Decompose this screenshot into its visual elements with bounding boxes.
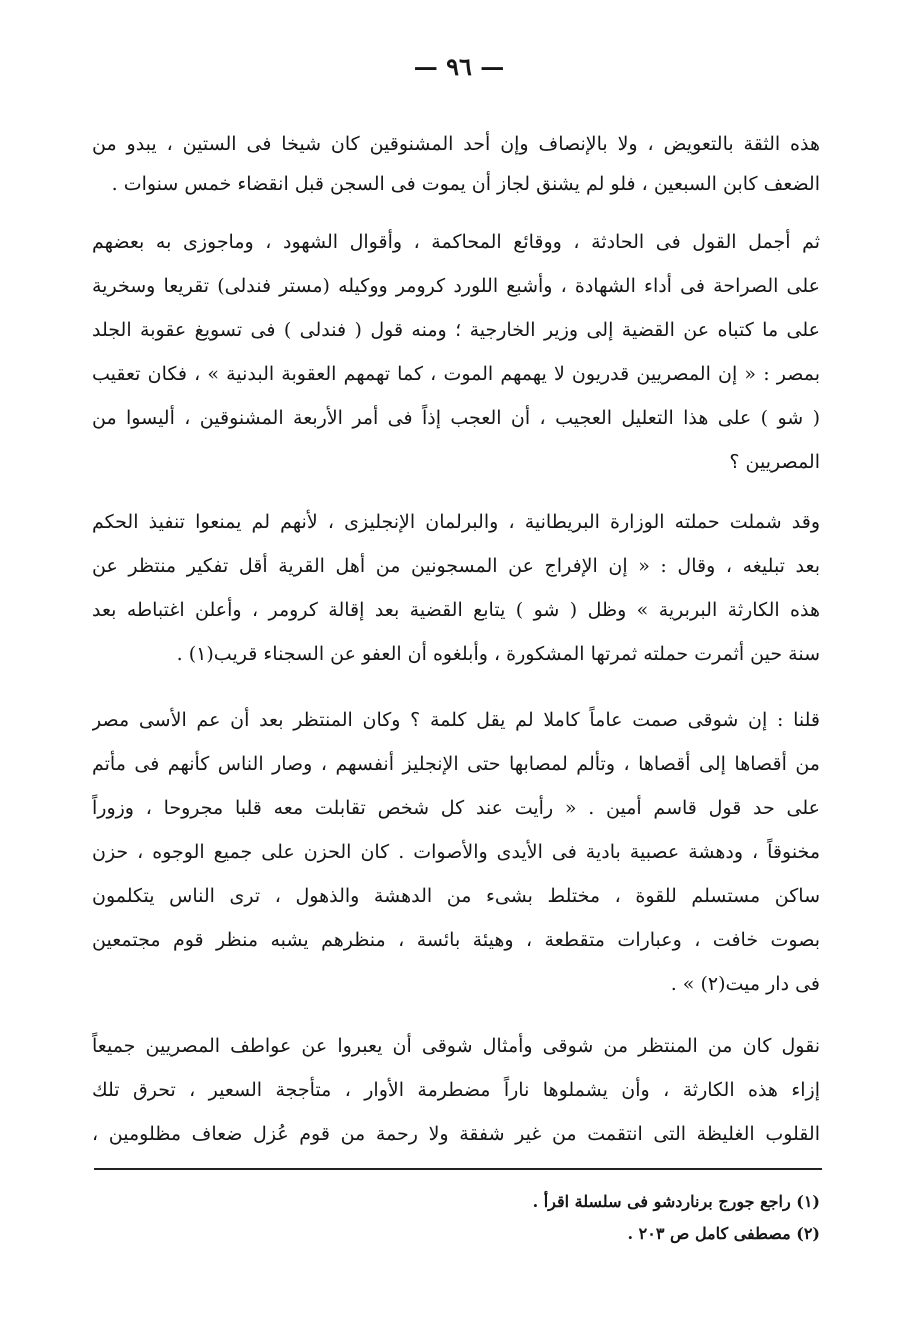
text-line: هذه الثقة بالتعويض ، ولا بالإنصاف وإن أحد المشنوقين كان شيخا فى الستين ، يبدو من [92, 133, 820, 155]
text-line: ( شو ) على هذا التعليل العجيب ، أن العجب إذاً فى أمر الأربعة المشنوقين ، أليسوا من [92, 407, 820, 429]
text-line: ساكن مستسلم للقوة ، مختلط بشىء من الدهشة والذهول ، ترى الناس يتكلمون [92, 885, 820, 907]
text-line: على ما كتباه عن القضية إلى وزير الخارجية ؛ ومنه قول ( فندلى ) فى تسويغ عقوبة الجلد [92, 319, 820, 341]
paragraph-1 [92, 124, 820, 204]
paragraph-3 [92, 502, 820, 678]
text-line: إزاء هذه الكارثة ، وأن يشملوها ناراً مضطرمة الأوار ، متأججة السعير ، تحرق تلك [92, 1079, 820, 1101]
paragraph-2 [92, 222, 820, 486]
text-line: من أقصاها إلى أقصاها ، وتألم لمصابها حتى الإنجليز أنفسهم ، وصار الناس كأنهم فى مأتم [92, 753, 820, 775]
text-line: قلنا : إن شوقى صمت عاماً كاملا لم يقل كلمة ؟ وكان المنتظر بعد أن عم الأسى مصر [92, 709, 820, 731]
text-line: بمصر : « إن المصريين قدريون لا يهمهم الموت ، كما تهمهم العقوبة البدنية » ، فكان تعقيب [92, 363, 820, 385]
text-line: بصوت خافت ، وعبارات متقطعة ، وهيئة بائسة ، منظرهم يشبه منظر قوم مجتمعين [92, 929, 820, 951]
paragraph-5 [92, 1026, 820, 1158]
footnote-2: (٢) مصطفى كامل ص ٢٠٣ . [627, 1224, 820, 1243]
text-line: نقول كان من المنتظر من شوقى وأمثال شوقى أن يعبروا عن عواطف المصريين جميعاً [92, 1035, 820, 1057]
text-line: وقد شملت حملته الوزارة البريطانية ، والبرلمان الإنجليزى ، لأنهم لم يمنعوا تنفيذ الحكم [92, 511, 820, 533]
text-line: سنة حين أثمرت حملته ثمرتها المشكورة ، وأبلغوه أن العفو عن السجناء قريب(١) . [176, 643, 820, 665]
text-line: الضعف كابن السبعين ، فلو لم يشنق لجاز أن يموت فى السجن قبل انقضاء خمس سنوات . [111, 173, 820, 195]
text-line: القلوب الغليظة التى انتقمت من غير شفقة ولا رحمة من قوم عُزل ضعاف مظلومين ، [92, 1123, 820, 1145]
text-line: بعد تبليغه ، وقال : « إن الإفراج عن المسجونين من أهل القرية أقل تفكير منتظر عن [92, 555, 820, 577]
footnote-separator [94, 1168, 822, 1170]
text-line: على حد قول قاسم أمين . « رأيت عند كل شخص تقابلت معه قلبا مجروحا ، وزوراً [92, 797, 820, 819]
text-line: المصريين ؟ [729, 451, 820, 473]
text-line: هذه الكارثة البربرية » وظل ( شو ) يتابع القضية بعد إقالة كرومر ، وأعلن اغتباطه بعد [92, 599, 820, 621]
text-line: على الصراحة فى أداء الشهادة ، وأشبع اللورد كرومر ووكيله (مستر فندلى) تقريعا وسخرية [92, 275, 820, 297]
footnote-1: (١) راجع جورج برناردشو فى سلسلة اقرأ . [532, 1192, 820, 1211]
page-number: — ٩٦ — [413, 52, 505, 81]
text-line: فى دار ميت(٢) » . [670, 973, 820, 995]
paragraph-4 [92, 700, 820, 1008]
text-line: مخنوقاً ، ودهشة عصبية بادية فى الأيدى والأصوات . كان الحزن على جميع الوجوه ، حزن [92, 841, 820, 863]
text-line: ثم أجمل القول فى الحادثة ، ووقائع المحاكمة ، وأقوال الشهود ، وماجوزى به بعضهم [92, 231, 820, 253]
